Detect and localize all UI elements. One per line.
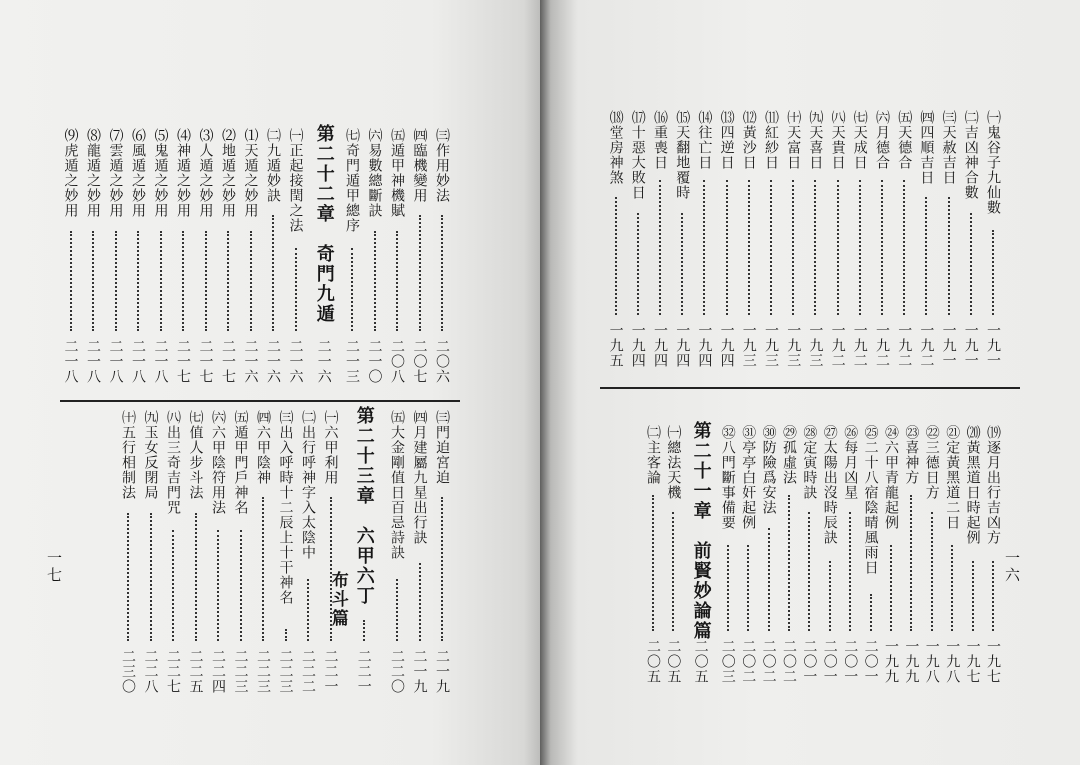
toc-entry xyxy=(922,425,942,690)
page-number: 二一九 xyxy=(411,649,428,694)
dot-leader xyxy=(70,231,72,331)
toc-entry-title: ㈨天喜日 xyxy=(807,110,824,170)
dot-leader xyxy=(727,545,729,632)
dot-leader xyxy=(881,180,883,315)
toc-entry-title: ㈤遁甲神機賦 xyxy=(389,128,405,218)
toc-entry-title: ㈩天富日 xyxy=(785,110,802,170)
dot-leader xyxy=(217,530,219,642)
toc-entry-title: ㈣月建屬九星出行訣 xyxy=(411,410,428,545)
dot-leader xyxy=(726,180,728,315)
dot-leader xyxy=(770,180,772,315)
page-number: 二一八 xyxy=(152,339,169,384)
page-number: 二二〇 xyxy=(389,649,405,694)
toc-entry xyxy=(739,110,759,374)
chapter-title: 第二十三章 六甲六丁 xyxy=(353,406,375,606)
page-number: 二一八 xyxy=(130,339,146,384)
toc-entry xyxy=(828,110,848,374)
dot-leader xyxy=(115,231,117,331)
toc-entry xyxy=(128,128,148,390)
toc-entry-title: ⑷神遁之妙用 xyxy=(175,128,191,218)
page-number: 二二二 xyxy=(300,649,316,694)
dot-leader xyxy=(419,215,421,332)
page-number: 二〇一 xyxy=(801,639,818,684)
page-number: 一九四 xyxy=(696,323,713,368)
page-number: 一九三 xyxy=(807,323,824,368)
dot-leader xyxy=(363,620,365,641)
toc-entry-title: ㉚防險爲安法 xyxy=(760,425,777,515)
toc-entry xyxy=(387,410,407,700)
toc-entry-title: ㉜八門斷事備要 xyxy=(719,425,736,530)
toc-entry xyxy=(820,425,840,690)
toc-entry-title: ㈣六甲陰神 xyxy=(255,410,271,485)
toc-entry-title: ㉖每月凶星 xyxy=(842,425,859,500)
dot-leader xyxy=(747,545,749,632)
dot-leader xyxy=(137,231,139,331)
page-number: 二一八 xyxy=(85,339,101,384)
page-number: 一九九 xyxy=(903,639,920,684)
page-number: 二〇五 xyxy=(645,639,661,684)
toc-entry-title: ㉓喜神方 xyxy=(903,425,920,485)
dot-leader xyxy=(160,231,162,331)
page-number: 二一六 xyxy=(265,339,281,384)
page-number: 一九七 xyxy=(964,639,981,684)
toc-entry-title: ㈨玉女反閉局 xyxy=(142,410,159,500)
toc-entry xyxy=(365,128,385,390)
dot-leader xyxy=(768,528,770,631)
page-number: 一九二 xyxy=(918,323,935,368)
toc-entry-title: ㈥易數總斷訣 xyxy=(366,128,383,218)
page-number: 一九二 xyxy=(896,323,913,368)
toc-entry xyxy=(939,110,959,374)
dot-leader xyxy=(814,180,816,315)
page-number: 一九三 xyxy=(763,323,779,368)
toc-entry xyxy=(218,128,238,390)
toc-entry xyxy=(141,410,161,700)
toc-entry-title: ⑶人遁之妙用 xyxy=(197,128,214,218)
toc-entry-title: ㈣臨機變用 xyxy=(411,128,428,203)
toc-entry xyxy=(840,425,860,690)
dot-leader xyxy=(250,231,252,331)
dot-leader xyxy=(849,512,851,632)
page-number: 一九一 xyxy=(940,323,957,368)
toc-entry xyxy=(799,425,819,690)
page-number: 一九五 xyxy=(607,323,624,368)
page-number: 一九三 xyxy=(785,323,802,368)
toc-entry-title: ⑵地遁之妙用 xyxy=(220,128,236,218)
page-number: 一九七 xyxy=(985,639,1001,684)
toc-entry xyxy=(738,425,758,690)
dot-leader xyxy=(808,512,810,632)
dot-leader xyxy=(829,561,831,631)
dot-leader xyxy=(890,545,892,632)
toc-entry-title: ⒆逐月出行吉凶方 xyxy=(985,425,1001,545)
dot-leader xyxy=(351,248,353,332)
page-number: 二二一 xyxy=(355,649,372,694)
page-number: 二一八 xyxy=(107,339,124,384)
page-number: 二一〇 xyxy=(366,339,383,384)
page-number: 一九三 xyxy=(740,323,757,368)
right-page xyxy=(540,0,1080,765)
page-number: 二二一 xyxy=(322,649,339,694)
toc-entry-title: ㈠總法天機 xyxy=(665,425,682,500)
dot-leader xyxy=(837,180,839,315)
toc-entry xyxy=(61,128,81,390)
dot-leader xyxy=(948,197,950,316)
toc-entry-title: ⑹風遁之妙用 xyxy=(130,128,146,218)
toc-entry-title: ㈢門迫宮迫 xyxy=(434,410,450,485)
dot-leader xyxy=(240,530,242,642)
toc-entry xyxy=(983,110,1003,374)
page-number: 二〇二 xyxy=(760,639,777,684)
toc-entry-title: ⑴天遁之妙用 xyxy=(242,128,259,218)
page-number: 二一八 xyxy=(62,339,79,384)
toc-entry xyxy=(106,128,126,390)
dot-leader xyxy=(205,231,207,331)
page-number: 二一三 xyxy=(344,339,360,384)
dot-leader xyxy=(374,231,376,331)
toc-entry xyxy=(286,128,306,390)
dot-leader xyxy=(92,231,94,331)
page-number: 二〇三 xyxy=(719,639,736,684)
dot-leader xyxy=(172,530,174,642)
toc-entry xyxy=(663,425,683,690)
dot-leader xyxy=(441,215,443,332)
toc-entry-title: ㈢出入呼時十二辰上十干神名 xyxy=(277,410,294,605)
page-number: 一九九 xyxy=(883,639,899,684)
page-number: 二〇二 xyxy=(781,639,797,684)
toc-entry-title: ㈦值人步斗法 xyxy=(187,410,204,500)
section-divider xyxy=(60,400,460,402)
toc-entry-title: ⑺雲遁之妙用 xyxy=(107,128,124,218)
toc-entry xyxy=(241,128,261,390)
toc-entry xyxy=(606,110,626,374)
toc-entry-title: ⑾紅紗日 xyxy=(763,110,779,170)
page-number: 一九四 xyxy=(718,323,735,368)
page-number: 二〇五 xyxy=(692,639,709,684)
toc-entry xyxy=(861,425,881,690)
page-number: 二〇七 xyxy=(411,339,428,384)
page-number: 二〇五 xyxy=(665,639,682,684)
dot-leader xyxy=(396,231,398,331)
page-number: 一九二 xyxy=(874,323,890,368)
toc-entry-title: ㈠六甲利用 xyxy=(322,410,339,485)
page-number: 一九一 xyxy=(962,323,979,368)
toc-entry-title: ㈢作用妙法 xyxy=(434,128,450,203)
toc-entry-title: ⑸鬼遁之妙用 xyxy=(152,128,169,218)
toc-entry-title: ㈡九遁妙訣 xyxy=(265,128,281,203)
toc-entry xyxy=(894,110,914,374)
dot-leader xyxy=(127,513,129,641)
dot-leader xyxy=(307,579,309,641)
toc-entry-title: ⑿黃沙日 xyxy=(740,110,757,170)
page-number: 二一六 xyxy=(315,339,332,384)
page-number: 一九四 xyxy=(652,323,668,368)
page-number: 二一六 xyxy=(242,339,259,384)
dot-leader xyxy=(931,512,933,632)
toc-entry xyxy=(196,128,216,390)
toc-entry xyxy=(231,410,251,700)
toc-entry-title: ㉘定寅時訣 xyxy=(801,425,818,500)
dot-leader xyxy=(330,497,332,642)
toc-entry-title: ⒀四逆日 xyxy=(718,110,735,170)
toc-entry xyxy=(805,110,825,374)
toc-entry xyxy=(872,110,892,374)
toc-entry xyxy=(761,110,781,374)
toc-entry xyxy=(628,110,648,374)
toc-entry xyxy=(118,410,138,700)
page-number: 二三〇 xyxy=(120,649,136,694)
page-number: 一九四 xyxy=(674,323,691,368)
toc-entry xyxy=(83,128,103,390)
dot-leader xyxy=(903,180,905,315)
toc-entry-title: ㈧出三奇吉門咒 xyxy=(165,410,181,515)
toc-entry xyxy=(263,128,283,390)
page-number: 二二五 xyxy=(187,649,204,694)
dot-leader xyxy=(419,563,421,642)
page-number: 二〇一 xyxy=(842,639,859,684)
toc-entry-title: ㈥月德合 xyxy=(874,110,890,170)
dot-leader xyxy=(925,197,927,316)
page-number: 二〇一 xyxy=(821,639,838,684)
toc-entry xyxy=(432,410,452,700)
dot-leader xyxy=(182,231,184,331)
dot-leader xyxy=(441,497,443,642)
toc-entry xyxy=(672,110,692,374)
page-number: 二一七 xyxy=(175,339,191,384)
toc-entry xyxy=(151,128,171,390)
toc-entry xyxy=(186,410,206,700)
toc-entry xyxy=(298,410,318,700)
dot-leader xyxy=(870,594,872,631)
page-number: 二一六 xyxy=(287,339,304,384)
toc-entry-title: ㉗太陽出沒時辰訣 xyxy=(821,425,838,545)
toc-entry xyxy=(759,425,779,690)
toc-entry xyxy=(717,110,737,374)
dot-leader xyxy=(972,561,974,631)
toc-entry-title: ⒂天翻地覆時 xyxy=(674,110,691,200)
toc-entry xyxy=(901,425,921,690)
toc-entry xyxy=(850,110,870,374)
toc-entry-title: ㈧天貴日 xyxy=(829,110,846,170)
toc-entry-title: ㈥六甲陰符用法 xyxy=(210,410,226,515)
dot-leader xyxy=(970,213,972,315)
page-number: 二〇六 xyxy=(434,339,450,384)
page-number: 一九四 xyxy=(629,323,646,368)
toc-entry-title: ㈩五行相制法 xyxy=(120,410,136,500)
dot-leader xyxy=(227,231,229,331)
dot-leader xyxy=(195,513,197,641)
toc-entry xyxy=(916,110,936,374)
dot-leader xyxy=(262,497,264,642)
dot-leader xyxy=(951,545,953,632)
toc-entry xyxy=(410,128,430,390)
page-number: 二一七 xyxy=(220,339,236,384)
dot-leader xyxy=(659,180,661,315)
dot-leader xyxy=(748,180,750,315)
toc-entry-title: ㈡吉凶神合數 xyxy=(962,110,979,200)
dot-leader xyxy=(910,495,912,631)
dot-leader xyxy=(150,513,152,641)
page-number: 二一七 xyxy=(197,339,214,384)
toc-entry xyxy=(276,410,296,700)
dot-leader xyxy=(637,213,639,315)
dot-leader xyxy=(992,230,994,316)
toc-entry xyxy=(387,128,407,390)
toc-entry-title: ⒃重喪日 xyxy=(652,110,668,170)
toc-entry xyxy=(881,425,901,690)
page-number: 一九二 xyxy=(851,323,868,368)
toc-entry xyxy=(163,410,183,700)
dot-leader xyxy=(859,180,861,315)
toc-entry-title: ㉒三德日方 xyxy=(923,425,940,500)
dot-leader xyxy=(792,180,794,315)
chapter-title: 第二十二章 奇門九遁 xyxy=(313,124,335,324)
dot-leader xyxy=(396,579,398,641)
toc-entry xyxy=(783,110,803,374)
page-number: 一九一 xyxy=(985,323,1001,368)
toc-entry-title: ㉙孤虛法 xyxy=(781,425,797,485)
toc-entry-title: ㈦奇門遁甲總序 xyxy=(344,128,360,233)
dot-leader xyxy=(681,213,683,315)
dot-leader xyxy=(992,561,994,631)
chapter-title: 第二十一章 前賢妙論篇 xyxy=(690,421,712,641)
toc-entry xyxy=(342,128,362,390)
toc-entry-title: ㈡主客論 xyxy=(645,425,661,485)
page-number: 二〇一 xyxy=(862,639,879,684)
chapter-subtitle: 布斗篇 xyxy=(327,571,348,628)
dot-leader xyxy=(672,512,674,632)
toc-entry-title: ㈤天德合 xyxy=(896,110,913,170)
toc-entry xyxy=(410,410,430,700)
toc-entry xyxy=(961,110,981,374)
toc-entry xyxy=(963,425,983,690)
toc-entry xyxy=(718,425,738,690)
page-number: 二二三 xyxy=(232,649,249,694)
toc-entry-title: ㈠鬼谷子九仙數 xyxy=(985,110,1001,215)
toc-entry xyxy=(650,110,670,374)
toc-entry-title: ⑼虎遁之妙用 xyxy=(62,128,79,218)
page-number: 二二七 xyxy=(165,649,181,694)
dot-leader xyxy=(272,215,274,332)
chapter-heading xyxy=(691,421,711,690)
page-number: 一九八 xyxy=(944,639,961,684)
page-number: 二二三 xyxy=(277,649,294,694)
toc-entry xyxy=(253,410,273,700)
page-number: 一九二 xyxy=(829,323,846,368)
toc-entry-title: ㈢天赦吉日 xyxy=(940,110,957,185)
toc-entry xyxy=(432,128,452,390)
toc-entry-title: ⒇黃黑道日時起例 xyxy=(964,425,981,545)
toc-entry-title: ㉔六甲青龍起例 xyxy=(883,425,899,530)
toc-entry-title: ㈠正起接閏之法 xyxy=(287,128,304,233)
toc-entry-title: ㈡出行呼神字入太陰中 xyxy=(300,410,316,560)
dot-leader xyxy=(652,495,654,631)
page-number: 二〇二 xyxy=(740,639,757,684)
toc-entry-title: ㈦天成日 xyxy=(851,110,868,170)
toc-entry xyxy=(694,110,714,374)
toc-entry xyxy=(983,425,1003,690)
page-number: 二二八 xyxy=(142,649,159,694)
page-number: 二二三 xyxy=(255,649,271,694)
toc-entry xyxy=(173,128,193,390)
toc-entry-title: ㈤遁甲門戶神名 xyxy=(232,410,249,515)
toc-entry-title: ⒄十惡大敗日 xyxy=(629,110,646,200)
toc-entry xyxy=(208,410,228,700)
dot-leader xyxy=(295,248,297,332)
toc-entry xyxy=(321,410,341,700)
toc-entry-title: ⒅堂房神煞 xyxy=(607,110,624,185)
toc-entry-title: ㉑定黃黑道二日 xyxy=(944,425,961,530)
toc-entry-title: ㈤大金剛值日百忌詩訣 xyxy=(389,410,405,560)
page-folio: 一六 xyxy=(1003,550,1021,584)
page-number: 二〇八 xyxy=(389,339,405,384)
dot-leader xyxy=(703,180,705,315)
toc-entry xyxy=(942,425,962,690)
page-number: 二一九 xyxy=(434,649,450,694)
page-folio: 一七 xyxy=(45,550,63,584)
toc-entry xyxy=(643,425,663,690)
dot-leader xyxy=(285,629,287,642)
toc-entry-title: ⑻龍遁之妙用 xyxy=(85,128,101,218)
page-number: 一九八 xyxy=(923,639,940,684)
toc-entry-title: ㉕二十八宿陰晴風雨日 xyxy=(862,425,879,575)
toc-entry-title: ㉛亭亭白奸起例 xyxy=(740,425,757,530)
toc-entry-title: ㈣四順吉日 xyxy=(918,110,935,185)
page-number: 二二四 xyxy=(210,649,226,694)
toc-entry xyxy=(779,425,799,690)
section-divider xyxy=(600,387,1020,389)
dot-leader xyxy=(615,197,617,316)
toc-entry-title: ⒁往亡日 xyxy=(696,110,713,170)
dot-leader xyxy=(788,495,790,631)
chapter-heading xyxy=(314,124,334,390)
